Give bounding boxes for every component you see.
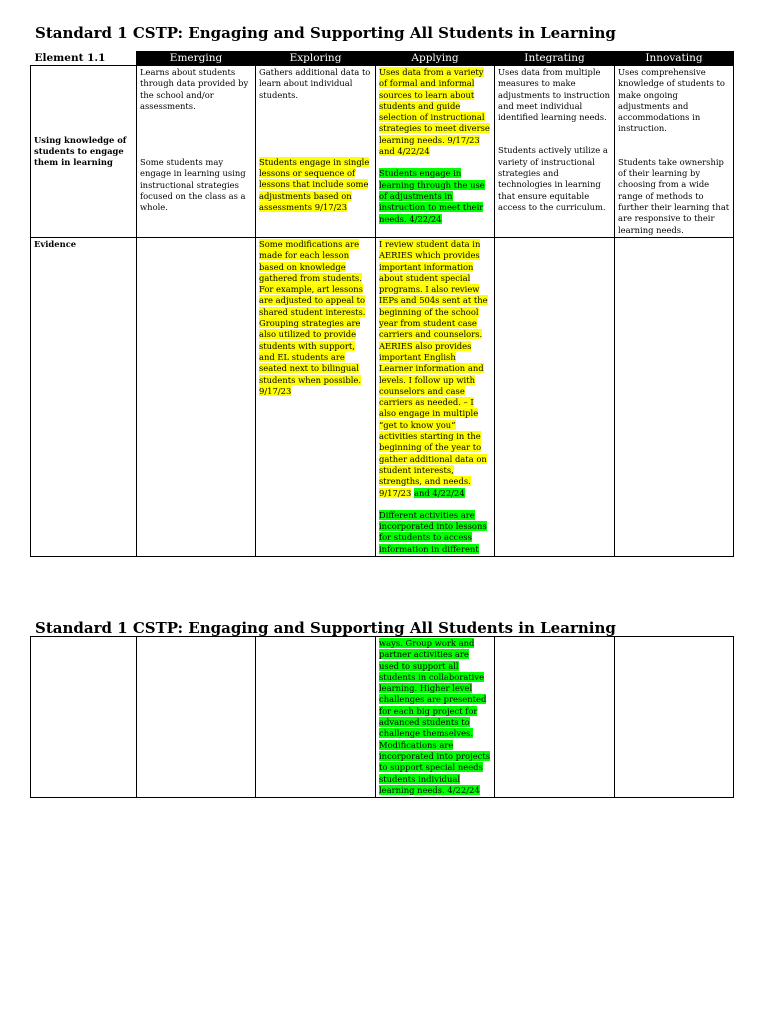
evidence-applying-cell bbox=[376, 238, 495, 557]
evidence-applying-date: and 4/22/24 bbox=[413, 487, 465, 498]
row-label: Using knowledge of students to engage them in learning bbox=[31, 66, 137, 238]
evidence-applying-green: Different activities are incorporated into lessons for students to access information in different bbox=[379, 509, 487, 554]
column-innovating: Innovating bbox=[615, 52, 734, 66]
evidence-applying-continued: ways. Group work and partner activities are used to support all students in collaborative learning. Higher level challenges are presented for each big project for advanced students to challenge themselves. Modifications are incorporated into projects to support special needs students individual learning needs. 4/22/24 bbox=[379, 638, 491, 795]
continued-label-cell bbox=[31, 637, 137, 798]
emerging-description: Learns about students through data provided by the school and/or assessments. bbox=[140, 67, 249, 111]
applying-cell bbox=[376, 66, 495, 238]
evidence-label: Evidence bbox=[31, 238, 137, 557]
exploring-description: Gathers additional data to learn about individual students. bbox=[259, 67, 371, 100]
header-row bbox=[31, 52, 734, 66]
exploring-cell bbox=[256, 66, 376, 238]
continued-exploring-cell bbox=[256, 637, 376, 798]
continued-applying-cell bbox=[376, 637, 495, 798]
page2-title: Standard 1 CSTP: Engaging and Supporting All Students in Learning bbox=[35, 619, 616, 637]
column-applying: Applying bbox=[376, 52, 495, 66]
rubric-table-continued bbox=[30, 636, 734, 798]
continued-integrating-cell bbox=[495, 637, 615, 798]
applying-student: Students engage in learning through the use of adjustments in instruction to meet their needs. 4/22/24 bbox=[379, 168, 485, 224]
continued-row bbox=[31, 637, 734, 798]
emerging-cell bbox=[137, 66, 256, 238]
innovating-description: Uses comprehensive knowledge of students to make ongoing adjustments and accommodations in instruction. bbox=[618, 67, 725, 134]
evidence-applying: I review student data in AERIES which provides important information about student special programs. I also review IEPs and 504s sent at the beginning of the school year from student case carriers and counselors. AERIES also provides important English Learner information and levels. I follow up with counselors and case carriers as needed. – I also engage in multiple “get to know you” activities starting in the beginning of the year to gather additional data on student interests, strengths, and needs. 9/17/23 bbox=[379, 239, 488, 498]
column-integrating: Integrating bbox=[495, 52, 615, 66]
evidence-row bbox=[31, 238, 734, 557]
element-label: Element 1.1 bbox=[31, 52, 137, 66]
evidence-emerging-cell bbox=[137, 238, 256, 557]
evidence-exploring-cell bbox=[256, 238, 376, 557]
innovating-student: Students take ownership of their learning by choosing from a wide range of methods to further their learning that are responsive to their learning needs. bbox=[618, 156, 730, 235]
applying-description: Uses data from a variety of formal and informal sources to learn about students and guide selection of instructional strategies to meet diverse learning needs. 9/17/23 bbox=[379, 67, 490, 145]
page-title: Standard 1 CSTP: Engaging and Supporting All Students in Learning bbox=[35, 24, 616, 42]
evidence-exploring: Some modifications are made for each lesson based on knowledge gathered from students. For example, art lessons are adjusted to appeal to shared student interests. Grouping strategies are also utilized to provide students with support, and EL students are seated next to bilingual students when possible. 9/17/23 bbox=[259, 239, 366, 396]
integrating-student: Students actively utilize a variety of instructional strategies and technologies in learning that ensure equitable access to the curriculum. bbox=[498, 145, 608, 212]
integrating-description: Uses data from multiple measures to make adjustments to instruction and meet individual identified learning needs. bbox=[498, 67, 610, 123]
evidence-integrating-cell bbox=[495, 238, 615, 557]
column-exploring: Exploring bbox=[256, 52, 376, 66]
integrating-cell bbox=[495, 66, 615, 238]
innovating-cell bbox=[615, 66, 734, 238]
continued-emerging-cell bbox=[137, 637, 256, 798]
evidence-innovating-cell bbox=[615, 238, 734, 557]
exploring-student: Students engage in single lessons or sequence of lessons that include some adjustments based on assessments 9/17/23 bbox=[259, 156, 370, 213]
emerging-student: Some students may engage in learning using instructional strategies focused on the class as a whole. bbox=[140, 157, 246, 213]
rubric-table bbox=[30, 51, 734, 557]
column-emerging: Emerging bbox=[137, 52, 256, 66]
rubric-row bbox=[31, 66, 734, 238]
applying-description-date: and 4/22/24 bbox=[379, 146, 430, 157]
continued-innovating-cell bbox=[615, 637, 734, 798]
